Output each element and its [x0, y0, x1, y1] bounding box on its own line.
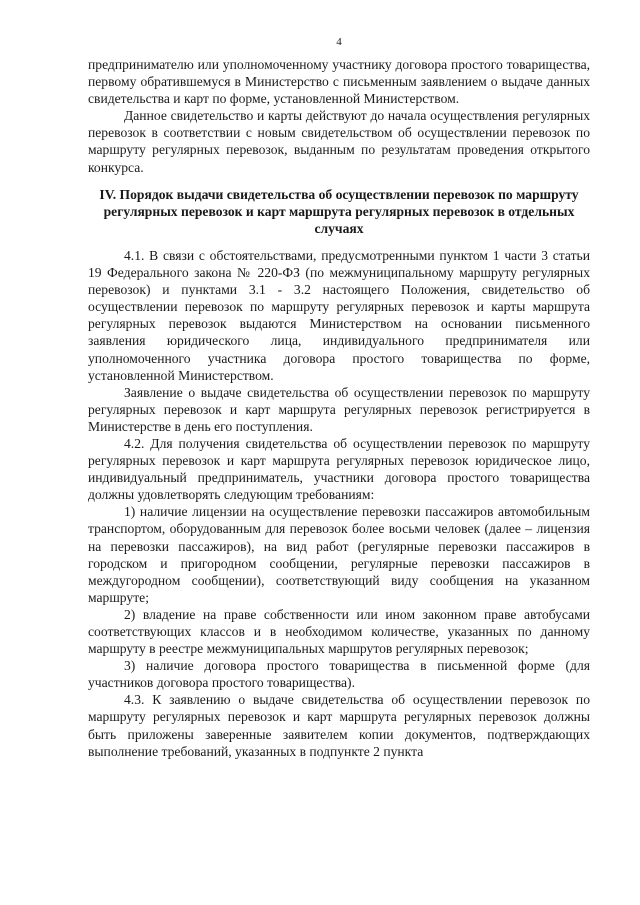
section-heading: IV. Порядок выдачи свидетельства об осуществлении перевозок по маршруту регулярных перевозок и карт маршрута регулярных перевозок в отдельных случаях [99, 186, 579, 236]
page-number: 4 [336, 36, 342, 48]
paragraph-4-3: 4.3. К заявлению о выдаче свидетельства об осуществлении перевозок по маршруту регулярных перевозок и карт маршрута регулярных перевозок должны быть приложены заверенные заявителем копии документов, подтверждающих выполнение требований, указанных в подпункте 2 пункта [88, 692, 590, 759]
list-item-2: 2) владение на праве собственности или ином законном праве автобусами соответствующих классов и в необходимом количестве, указанных по данному маршруту в реестре межмуниципальных маршрутов регулярных перевозок; [88, 606, 590, 657]
list-item-3: 3) наличие договора простого товарищества в письменной форме (для участников договора простого товарищества). [88, 658, 590, 691]
paragraph: Заявление о выдаче свидетельства об осуществлении перевозок по маршруту регулярных перевозок и карт маршрута регулярных перевозок регистрируется в Министерстве в день его поступления. [88, 384, 590, 434]
paragraph-4-1: 4.1. В связи с обстоятельствами, предусмотренными пунктом 1 части 3 статьи 19 Федерального закона № 220-ФЗ (по межмуниципальному маршруту регулярных перевозок) и пунктами 3.1 - 3.2 настоящего Положения, свидетельство об осуществлении перевозок по маршруту регулярных перевозок и карты маршрута регулярных перевозок выдаются Министерством на основании письменного заявления юридического лица, индивидуального предпринимателя или уполномоченного участника договора простого товарищества по форме, установленной Министерством. [88, 247, 590, 383]
list-item-1: 1) наличие лицензии на осуществление перевозки пассажиров автомобильным транспортом, оборудованным для перевозок более восьми человек (далее – лицензия на перевозки пассажиров), на вид работ (регулярные перевозки пассажиров в городском и пригородном сообщении, регулярные перевозки пассажиров в междугородном сообщении), соответствующий виду сообщения на указанном маршруте; [88, 504, 590, 605]
paragraph: Данное свидетельство и карты действуют до начала осуществления регулярных перевозок в соответствии с новым свидетельством об осуществлении перевозок по маршруту регулярных перевозок, выданным по результатам проведения открытого конкурса. [88, 108, 590, 175]
paragraph-4-2: 4.2. Для получения свидетельства об осуществлении перевозок по маршруту регулярных перевозок и карт маршрута регулярных перевозок юридическое лицо, индивидуальный предприниматель, участники договора простого товарищества должны удовлетворять следующим требованиям: [88, 435, 590, 503]
paragraph-continuation: предпринимателю или уполномоченному участнику договора простого товарищества, первому обратившемуся в Министерство с письменным заявлением о выдаче данных свидетельства и карт по форме, установленной Министерством. [88, 57, 590, 107]
